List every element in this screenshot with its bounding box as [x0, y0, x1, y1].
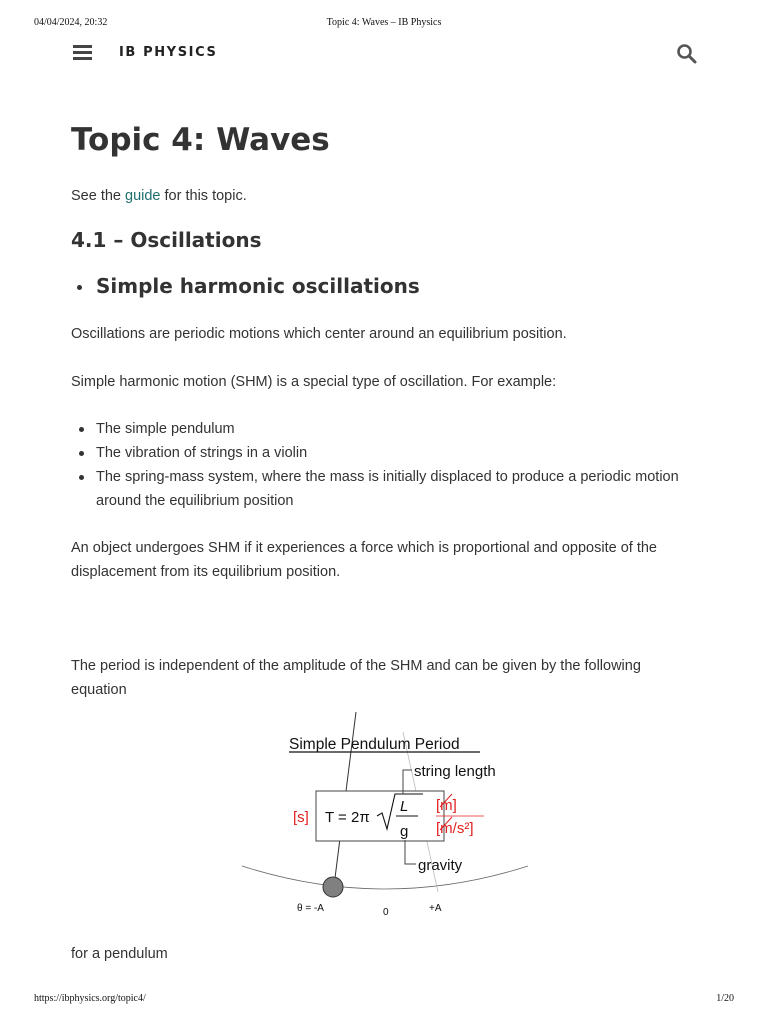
intro-text-after: for this topic.	[160, 188, 247, 204]
swing-arc	[242, 866, 528, 889]
list-item: The simple pendulum	[71, 417, 691, 441]
site-title[interactable]: IB PHYSICS	[119, 45, 218, 60]
subheading-text: Simple harmonic oscillations	[96, 274, 420, 298]
formula-numerator: L	[400, 798, 409, 815]
paragraph-condition: An object undergoes SHM if it experiences a force which is proportional and opposite of the displacement from its equilibrium position.	[71, 540, 657, 580]
search-icon[interactable]	[676, 43, 698, 65]
figure-title: Simple Pendulum Period	[289, 736, 460, 753]
paragraph-period: The period is independent of the amplitude of the SHM and can be given by the following equation	[71, 658, 641, 698]
print-header	[0, 17, 768, 31]
subheading	[71, 274, 420, 298]
examples-list	[71, 417, 691, 513]
print-footer	[0, 993, 768, 1007]
paragraph-shm: Simple harmonic motion (SHM) is a special type of oscillation. For example:	[71, 374, 557, 390]
unit-acceleration: [m/s²]	[436, 820, 474, 837]
print-page-number: 1/20	[716, 993, 734, 1004]
label-gravity: gravity	[418, 857, 463, 874]
unit-metres: [m]	[436, 797, 457, 814]
label-plus-a: +A	[429, 903, 442, 914]
print-page-title: Topic 4: Waves – IB Physics	[326, 17, 442, 28]
page-title: Topic 4: Waves	[71, 122, 330, 158]
paragraph-oscillations: Oscillations are periodic motions which center around an equilibrium position.	[71, 326, 567, 342]
guide-link[interactable]: guide	[125, 188, 161, 204]
formula-denominator: g	[400, 823, 409, 840]
site-header	[0, 40, 768, 68]
unit-seconds: [s]	[293, 809, 309, 826]
label-string-length: string length	[414, 763, 496, 780]
callout-line	[403, 770, 412, 794]
formula-lhs: T = 2π	[325, 809, 370, 826]
print-datetime: 04/04/2024, 20:32	[34, 17, 108, 28]
hamburger-menu-icon[interactable]	[73, 45, 92, 61]
label-theta: θ = -A	[297, 903, 324, 914]
label-zero: 0	[383, 907, 389, 918]
intro-text-before: See the	[71, 188, 126, 204]
intro-paragraph	[71, 184, 691, 208]
pendulum-period-figure	[240, 712, 530, 920]
section-heading: 4.1 – Oscillations	[71, 228, 262, 252]
print-url: https://ibphysics.org/topic4/	[34, 993, 146, 1004]
paragraph-pendulum: for a pendulum	[71, 946, 168, 962]
list-item: The vibration of strings in a violin	[71, 441, 691, 465]
pendulum-bob	[323, 877, 343, 897]
list-item: The spring-mass system, where the mass is initially displaced to produce a periodic motion around the equilibrium position	[71, 465, 691, 513]
bullet-dot	[77, 285, 82, 290]
callout-line	[405, 840, 416, 864]
